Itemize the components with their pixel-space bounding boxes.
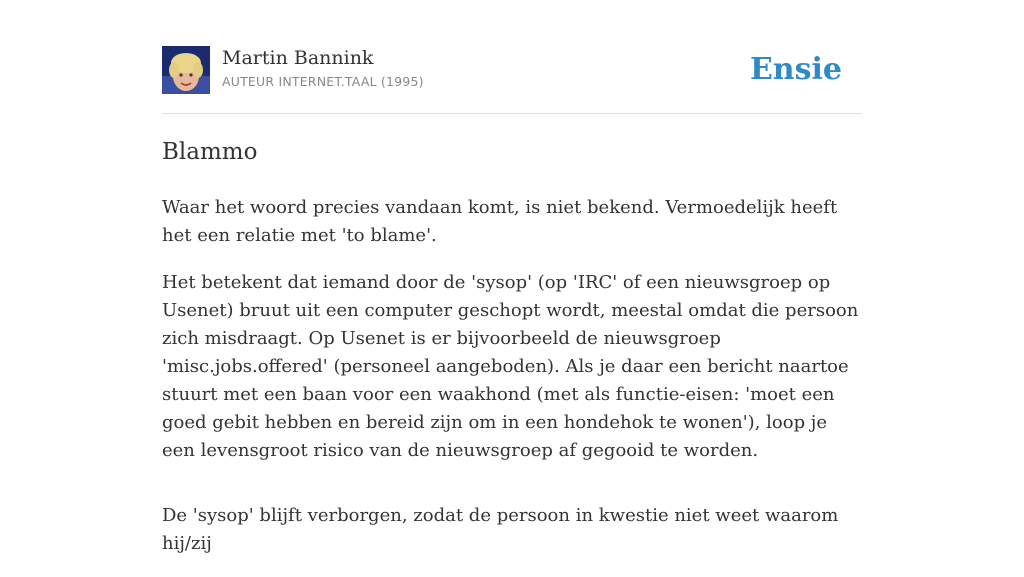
author-name[interactable]: Martin Bannink [222,47,374,69]
author-role: AUTEUR INTERNET.TAAL (1995) [222,74,424,89]
avatar-photo-icon [162,46,210,94]
ensie-logo[interactable]: Ensie [749,52,842,87]
article-paragraph: Het betekent dat iemand door de 'sysop' (op 'IRC' of een nieuwsgroep op Usenet) bruut uit een computer geschopt wordt, meestal omdat die persoon zich misdraagt. Op Usenet is er bijvoorbeeld de nieuwsgroep 'misc.jobs.offered' (personeel aangeboden). Als je daar een bericht naartoe stuurt met een baan voor een waakhond (met als functie-eisen: 'moet een goed gebit hebben en bereid zijn om in een hondehok te wonen'), loop je een levensgroot risico van de nieuwsgroep af gegooid te worden. [162,272,859,461]
article [162,136,862,577]
author-avatar[interactable] [162,46,210,94]
author-header [162,46,862,114]
article-title: Blammo [162,139,258,165]
article-paragraph: De 'sysop' blijft verborgen, zodat de persoon in kwestie niet weet waarom hij/zij [162,505,839,554]
article-paragraph: Waar het woord precies vandaan komt, is niet bekend. Vermoedelijk heeft het een relatie met 'to blame'. [162,197,838,246]
